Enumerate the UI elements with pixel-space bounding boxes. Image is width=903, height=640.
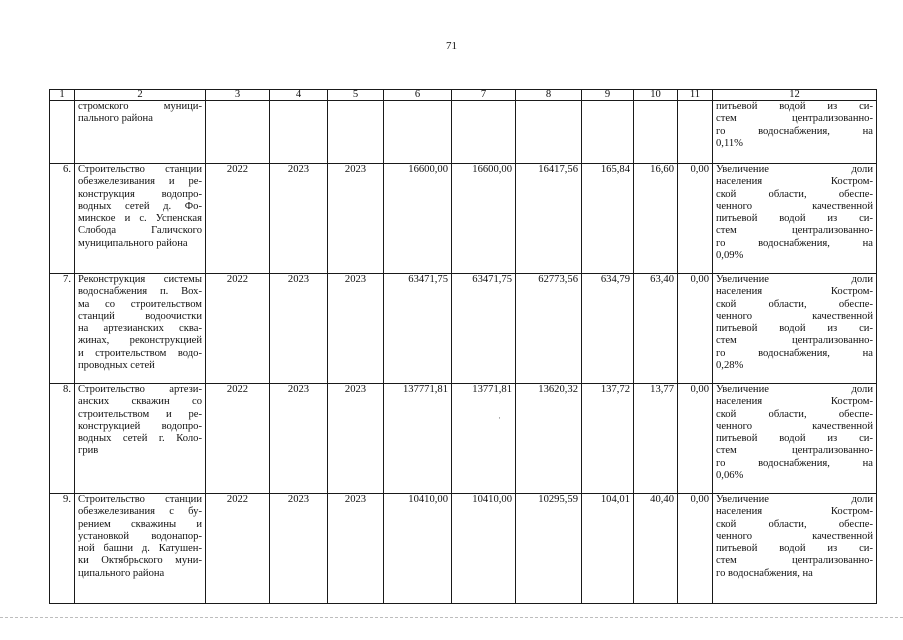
end-year: 2023 <box>270 274 328 384</box>
other-funding: 0,00 <box>678 274 713 384</box>
federal-funding: 16417,56 <box>516 164 582 274</box>
page-bottom-rule <box>0 617 903 618</box>
estimated-cost: 63471,75 <box>384 274 452 384</box>
column-number: 9 <box>582 90 634 101</box>
row-number: 7. <box>50 274 75 384</box>
total-funding: 63471,75 <box>452 274 516 384</box>
federal-funding: 13620,32 <box>516 384 582 494</box>
total-funding: 16600,00 <box>452 164 516 274</box>
table-row <box>50 384 877 494</box>
row-number: 9. <box>50 494 75 604</box>
scan-speck: · <box>498 413 501 423</box>
column-number: 10 <box>634 90 678 101</box>
project-name: Строительство артези- анских скважин со строительством и ре- конструкцией водопро- водных сетей г. Коло- грив <box>75 384 206 494</box>
table-row <box>50 274 877 384</box>
total-funding: 13771,81 <box>452 384 516 494</box>
column-number: 5 <box>328 90 384 101</box>
column-number: 3 <box>206 90 270 101</box>
commission-year: 2023 <box>328 274 384 384</box>
start-year: 2022 <box>206 274 270 384</box>
result-indicator: питьевой водой из си- стем централизованно- го водоснабжения, на 0,11% <box>713 101 877 164</box>
project-name: Строительство станции обезжелезивания и ре- конструкция водопро- водных сетей д. Фо- минское и с. Успенская Слобода Галичского муниципального района <box>75 164 206 274</box>
column-number: 2 <box>75 90 206 101</box>
row-number: 6. <box>50 164 75 274</box>
project-name: стромского муници- пального района <box>75 101 206 164</box>
local-funding <box>634 101 678 164</box>
regional-funding: 137,72 <box>582 384 634 494</box>
commission-year: 2023 <box>328 164 384 274</box>
local-funding: 63,40 <box>634 274 678 384</box>
row-number <box>50 101 75 164</box>
end-year <box>270 101 328 164</box>
page-number: 71 <box>446 40 457 52</box>
column-number: 11 <box>678 90 713 101</box>
column-number: 4 <box>270 90 328 101</box>
regional-funding: 104,01 <box>582 494 634 604</box>
start-year: 2022 <box>206 384 270 494</box>
project-name: Реконструкция системы водоснабжения п. Вох- ма со строительством станций водоочистки на артезианских сква- жинах, реконструкцией и строительством водо- проводных сетей <box>75 274 206 384</box>
commission-year: 2023 <box>328 384 384 494</box>
result-indicator: Увеличение доли населения Костром- ской области, обеспе- ченного качественной питьевой водой из си- стем централизованно- го водоснабжения, на <box>713 494 877 604</box>
result-indicator: Увеличение доли населения Костром- ской области, обеспе- ченного качественной питьевой водой из си- стем централизованно- го водоснабжения, на 0,06% <box>713 384 877 494</box>
other-funding: 0,00 <box>678 164 713 274</box>
total-funding <box>452 101 516 164</box>
column-number: 7 <box>452 90 516 101</box>
other-funding: 0,00 <box>678 384 713 494</box>
end-year: 2023 <box>270 164 328 274</box>
commission-year: 2023 <box>328 494 384 604</box>
total-funding: 10410,00 <box>452 494 516 604</box>
local-funding: 16,60 <box>634 164 678 274</box>
table-row <box>50 494 877 604</box>
federal-funding: 62773,56 <box>516 274 582 384</box>
estimated-cost: 16600,00 <box>384 164 452 274</box>
federal-funding <box>516 101 582 164</box>
column-number: 6 <box>384 90 452 101</box>
regional-funding: 634,79 <box>582 274 634 384</box>
column-number: 12 <box>713 90 877 101</box>
other-funding: 0,00 <box>678 494 713 604</box>
regional-funding <box>582 101 634 164</box>
regional-funding: 165,84 <box>582 164 634 274</box>
commission-year <box>328 101 384 164</box>
projects-table <box>49 89 877 604</box>
project-name: Строительство станции обезжелезивания с бу- рением скважины и установкой водонапор- ной башни д. Катушен- ки Октябрьского муни- ципального района <box>75 494 206 604</box>
estimated-cost: 10410,00 <box>384 494 452 604</box>
column-number: 8 <box>516 90 582 101</box>
result-indicator: Увеличение доли населения Костром- ской области, обеспе- ченного качественной питьевой водой из си- стем централизованно- го водоснабжения, на 0,28% <box>713 274 877 384</box>
table-row <box>50 101 877 164</box>
estimated-cost <box>384 101 452 164</box>
end-year: 2023 <box>270 494 328 604</box>
start-year: 2022 <box>206 164 270 274</box>
start-year: 2022 <box>206 494 270 604</box>
federal-funding: 10295,59 <box>516 494 582 604</box>
column-number-row <box>50 90 877 101</box>
start-year <box>206 101 270 164</box>
column-number: 1 <box>50 90 75 101</box>
result-indicator: Увеличение доли населения Костром- ской области, обеспе- ченного качественной питьевой водой из си- стем централизованно- го водоснабжения, на 0,09% <box>713 164 877 274</box>
local-funding: 13,77 <box>634 384 678 494</box>
row-number: 8. <box>50 384 75 494</box>
estimated-cost: 137771,81 <box>384 384 452 494</box>
other-funding <box>678 101 713 164</box>
table-row <box>50 164 877 274</box>
local-funding: 40,40 <box>634 494 678 604</box>
end-year: 2023 <box>270 384 328 494</box>
